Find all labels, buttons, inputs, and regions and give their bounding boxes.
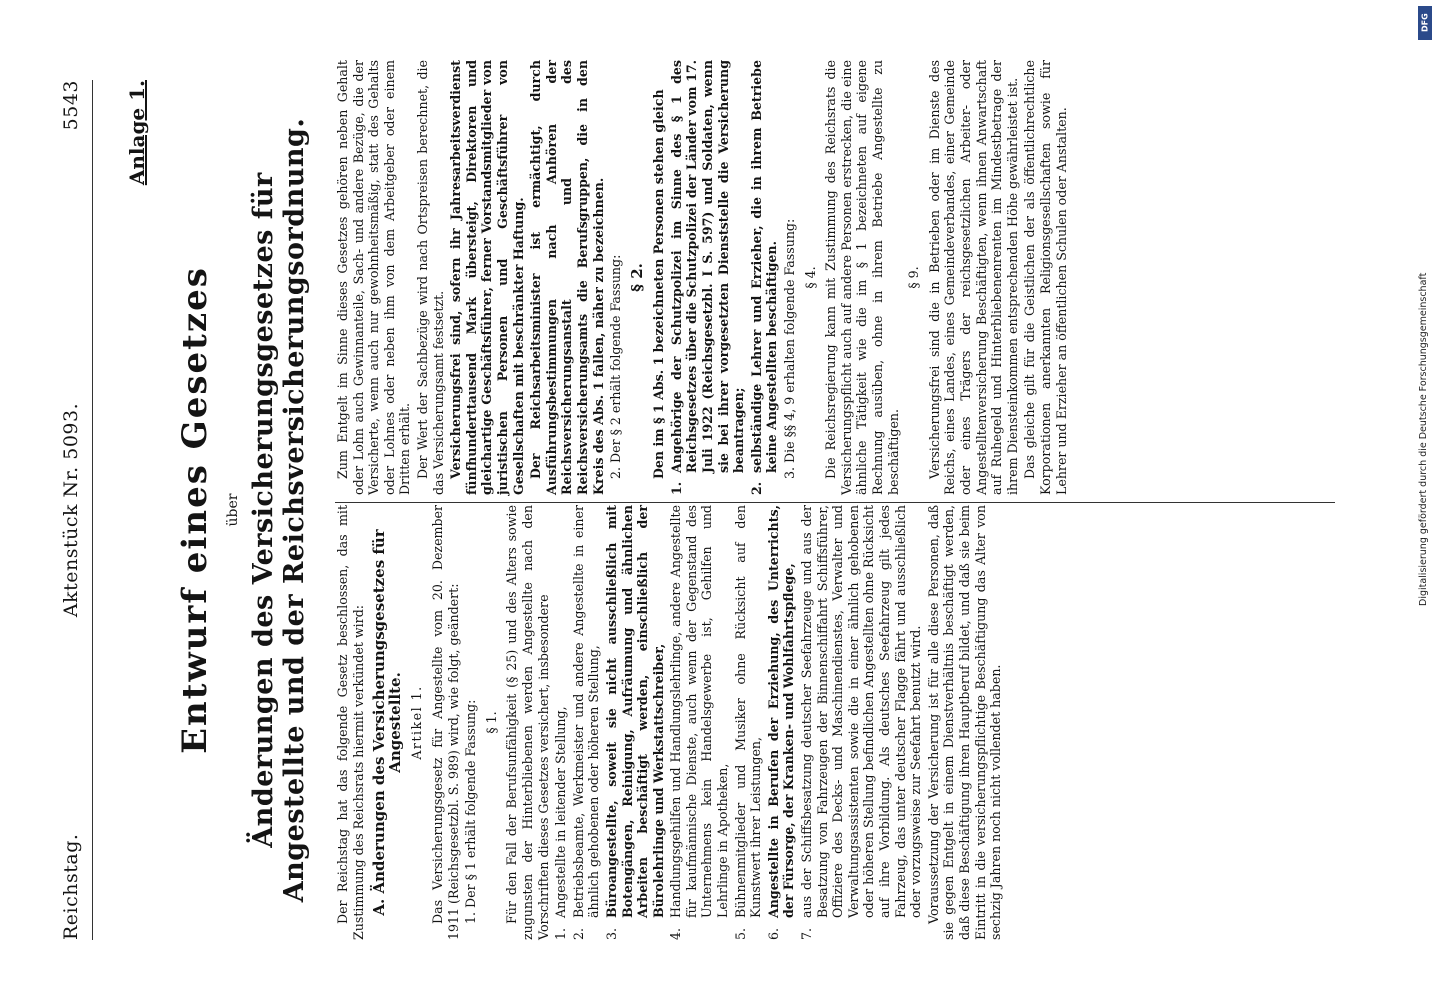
list-item: 5. Bühnenmitglieder und Musiker ohne Rücksicht auf den Kunstwert ihrer Leistungen, — [732, 505, 764, 940]
paragraph-2-intro: Den im § 1 Abs. 1 bezeichneten Personen stehen gleich — [651, 89, 667, 479]
paragraph-9-text-2: Das gleiche gilt für die Geistlichen der als öffentlichrechtliche Korporationen anerkannten Religionsgesellschaften sowie für Lehrer und Erzieher an öffentlichen Schulen oder Anstalten. — [1022, 60, 1069, 495]
left-column — [335, 505, 1006, 940]
title-main: Entwurf eines Gesetzes — [175, 266, 215, 754]
header-left: Reichstag. — [60, 833, 82, 940]
title-ueber: über — [225, 493, 241, 527]
intro-paragraph: Der Reichstag hat das folgende Gesetz beschlossen, das mit Zustimmung des Reichsrats hiermit verkündet wird: — [335, 505, 366, 940]
list-item: 1. Angehörige der Schutzpolizei im Sinne des § 1 des Reichsgesetzes über die Schutzpolizei der Länder vom 17. Juli 1922 (Reichsgesetzbl. I S. 597) und Soldaten, wenn sie bei ihrer vorgesetzten Dienststelle die Versicherung beantragen; — [668, 60, 747, 495]
item-1: 1. Der § 1 erhält folgende Fassung: — [463, 699, 479, 924]
column-divider — [335, 502, 1335, 503]
digitization-sidebar — [1418, 6, 1432, 994]
list-item: 6. Angestellte in Berufen der Erziehung, des Unterrichts, der Fürsorge, der Kranken- und Wohlfahrtspflege, — [765, 505, 797, 940]
list-item: 2. selbständige Lehrer und Erzieher, die in ihrem Betriebe keine Angestellten beschäftigen. — [748, 60, 780, 495]
item-3: 3. Die §§ 4, 9 erhalten folgende Fassung: — [782, 218, 798, 479]
list-item: 4. Handlungsgehilfen und Handlungslehrlinge, andere Angestellte für kaufmännische Dienste, auch wenn der Gegenstand des Unternehmens kein Handelsgewerbe ist, Gehilfen und Lehrlinge in Apotheken, — [668, 505, 731, 940]
page-number: 5543 — [60, 80, 82, 131]
item-2: 2. Der § 2 erhält folgende Fassung: — [608, 254, 624, 479]
paragraph-2-heading: § 2. — [627, 263, 646, 292]
versicherungsfrei-paragraph: Versicherungsfrei sind, sofern ihr Jahresarbeitsverdienst fünfhunderttausend Mark übersteigt, Direktoren und gleichartige Geschäftsführer, ferner Vorstandsmitglieder von juristischen Personen und Geschäftsführer von Gesellschaften mit beschränkter Haftung. — [448, 60, 526, 495]
paragraph-4-text: Die Reichsregierung kann mit Zustimmung des Reichsrats die Versicherungspflicht auch auf andere Personen erstrecken, die eine ähnliche Tätigkeit wie die im § 1 bezeichneten auf eigene Rechnung ausüben, ohne in ihrem Betriebe Angestellte zu beschäftigen. — [823, 60, 901, 495]
list-item: 7. aus der Schiffsbesatzung deutscher Seefahrzeuge und aus der Besatzung von Fahrzeugen der Binnenschiffahrt Schiffsführer, Offiziere des Decks- und Maschinendienstes, Verwalter und Verwaltungsassistenten sowie die in einer ähnlich gehobenen oder höheren Stellung befindlichen Angestellten ohne Rücksicht auf ihre Vorbildung. Als deutsches Seefahrzeug gilt jedes Fahrzeug, das unter deutscher Flagge fährt und ausschließlich oder vorzugsweise zur Seefahrt benutzt wird. — [799, 505, 924, 940]
paragraph-9-text: Versicherungsfrei sind die in Betrieben oder im Dienste des Reichs, eines Landes, eines Gemeindeverbandes, einer Gemeinde oder eines Trägers der reichsgesetzlichen Arbeiter- oder Angestelltenversicherung Beschäftigten, wenn ihnen Anwartschaft auf Ruhegeld und Hinterbliebenenrenten im Mindestbetrage der ihrem Diensteinkommen entsprechenden Höhe gewährleistet ist. — [926, 60, 1020, 495]
paragraph-1-heading: § 1. — [483, 711, 499, 734]
artikel-heading: Artikel 1. — [409, 685, 425, 760]
paragraph-9-heading: § 9. — [906, 266, 922, 289]
page-header — [60, 80, 90, 940]
paragraph-4-heading: § 4. — [802, 266, 818, 289]
sachbezuege-paragraph: Der Wert der Sachbezüge wird nach Ortspreisen berechnet, die das Versicherungsamt festsetzt. — [414, 60, 446, 495]
anlage-label: Anlage 1. — [125, 80, 149, 186]
paragraph-1-text: Für den Fall der Berufsunfähigkeit (§ 25) und des Alters sowie zugunsten der Hinterbliebenen werden Angestellte nach den Vorschriften dieses Gesetzes versichert, insbesondere — [504, 505, 551, 940]
list-item: 2. Betriebsbeamte, Werkmeister und andere Angestellte in einer ähnlich gehobenen oder höheren Stellung, — [570, 505, 602, 940]
entgelt-paragraph: Zum Entgelt im Sinne dieses Gesetzes gehören neben Gehalt oder Lohn auch Gewinnanteile, Sach- und andere Bezüge, die der Versicherte, wenn auch nur gewohnheitsmäßig, statt des Gehalts oder Lohnes oder neben ihm von dem Arbeitgeber oder einem Dritten erhält. — [335, 60, 413, 495]
list-item: 3. Büroangestellte, soweit sie nicht ausschließlich mit Botengängen, Reinigung, Aufräumung und ähnlichen Arbeiten beschäftigt werden, einschließlich der Bürolehrlinge und Werkstattschreiber, — [603, 505, 666, 940]
right-column — [335, 60, 1071, 495]
closing-paragraph: Voraussetzung der Versicherung ist für alle diese Personen, daß sie gegen Entgelt in einem Dienstverhältnis beschäftigt werden, daß diese Beschäftigung ihren Hauptberuf bildet, und daß sie beim Eintritt in die versicherungspflichtige Beschäftigung das Alter von sechzig Jahren noch nicht vollendet haben. — [925, 505, 1004, 940]
header-rule — [92, 80, 93, 940]
section-a-heading: A. Änderungen des Versicherungsgesetzes für Angestellte. — [370, 529, 404, 916]
ermaechtigung-paragraph: Der Reichsarbeitsminister ist ermächtigt, durch Ausführungsbestimmungen nach Anhören der Reichsversicherungsanstalt und des Reichsversicherungsamts die Berufsgruppen, die in den Kreis des Abs. 1 fallen, näher zu bezeichnen. — [528, 60, 606, 495]
digitization-note: Digitalisierung gefördert durch die Deutsche Forschungsgemeinschaft — [1418, 272, 1429, 606]
list-item: 1. Angestellte in leitender Stellung, — [553, 706, 569, 940]
dfg-logo: DFG — [1418, 6, 1432, 40]
header-center: Aktenstück Nr. 5093. — [60, 402, 82, 618]
title-subject: Änderungen des Versicherungsgesetzes für Angestellte und der Reichsversicherungsordnung. — [248, 117, 310, 903]
artikel-text: Das Versicherungsgesetz für Angestellte vom 20. Dezember 1911 (Reichsgesetzbl. S. 989) wird, wie folgt, geändert: — [429, 505, 461, 940]
